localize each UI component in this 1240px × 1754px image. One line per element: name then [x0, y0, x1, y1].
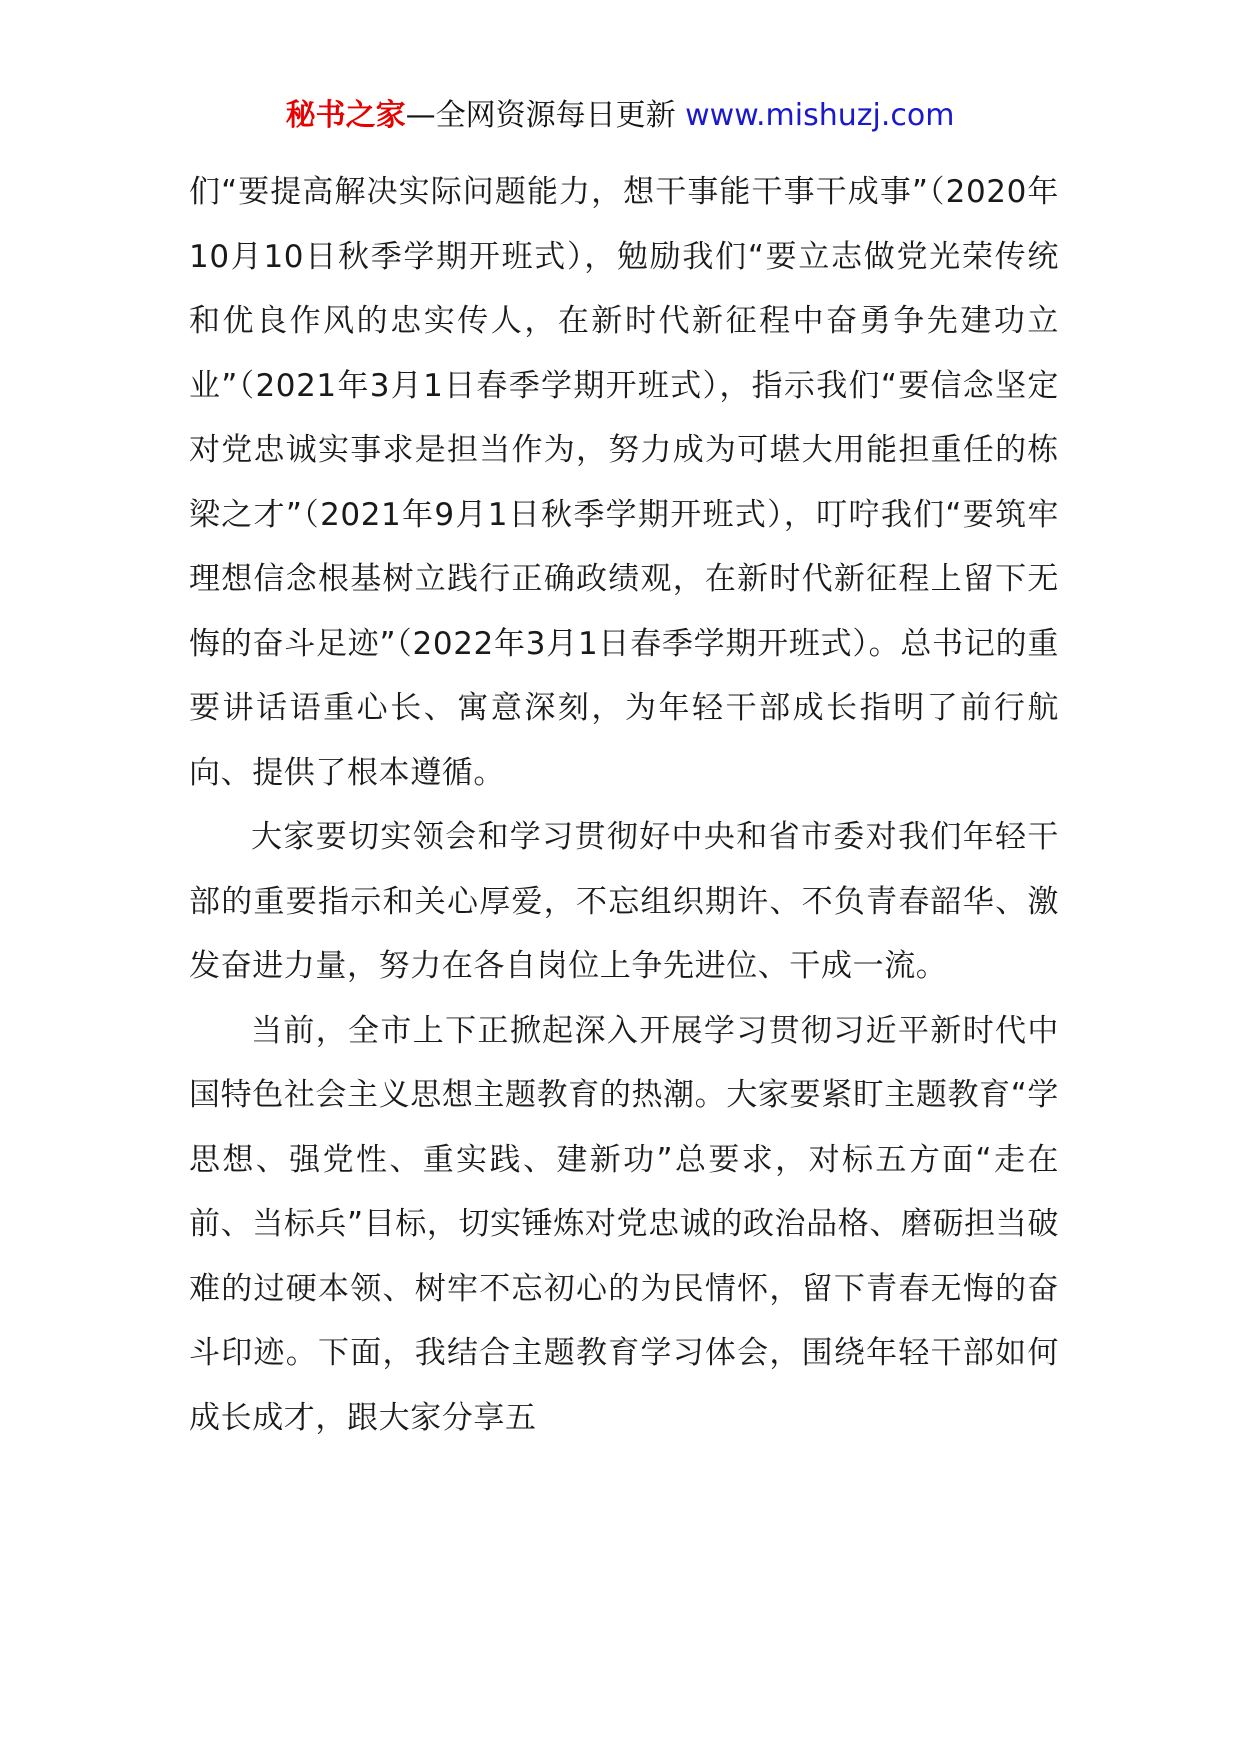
- paragraph: 当前，全市上下正掀起深入开展学习贯彻习近平新时代中国特色社会主义思想主题教育的热潮。大家要紧盯主题教育“学思想、强党性、重实践、建新功”总要求，对标五方面“走在前、当标兵”目标，切实锤炼对党忠诚的政治品格、磨砺担当破难的过硬本领、树牢不忘初心的为民情怀，留下青春无悔的奋斗印迹。下面，我结合主题教育学习体会，围绕年轻干部如何成长成才，跟大家分享五: [189, 1012, 1059, 1436]
- site-header: [0, 96, 1240, 136]
- brand-name: 秘书之家: [285, 98, 406, 133]
- site-url[interactable]: www.mishuzj.com: [685, 98, 955, 133]
- paragraph-continuation: 们“要提高解决实际问题能力，想干事能干事干成事”（2020年10月10日秋季学期开班式），勉励我们“要立志做党光荣传统和优良作风的忠实传人，在新时代新征程中奋勇争先建功立业”（2021年3月1日春季学期开班式），指示我们“要信念坚定对党忠诚实事求是担当作为，努力成为可堪大用能担重任的栋梁之才”（2021年9月1日秋季学期开班式），叮咛我们“要筑牢理想信念根基树立践行正确政绩观，在新时代新征程上留下无悔的奋斗足迹”（2022年3月1日春季学期开班式）。总书记的重要讲话语重心长、寓意深刻，为年轻干部成长指明了前行航向、提供了根本遵循。: [189, 174, 1059, 791]
- paragraph: 大家要切实领会和学习贯彻好中央和省市委对我们年轻干部的重要指示和关心厚爱，不忘组织期许、不负青春韶华、激发奋进力量，努力在各自岗位上争先进位、干成一流。: [189, 819, 1059, 984]
- document-body: [189, 160, 1059, 1450]
- header-tagline: —全网资源每日更新: [405, 98, 676, 133]
